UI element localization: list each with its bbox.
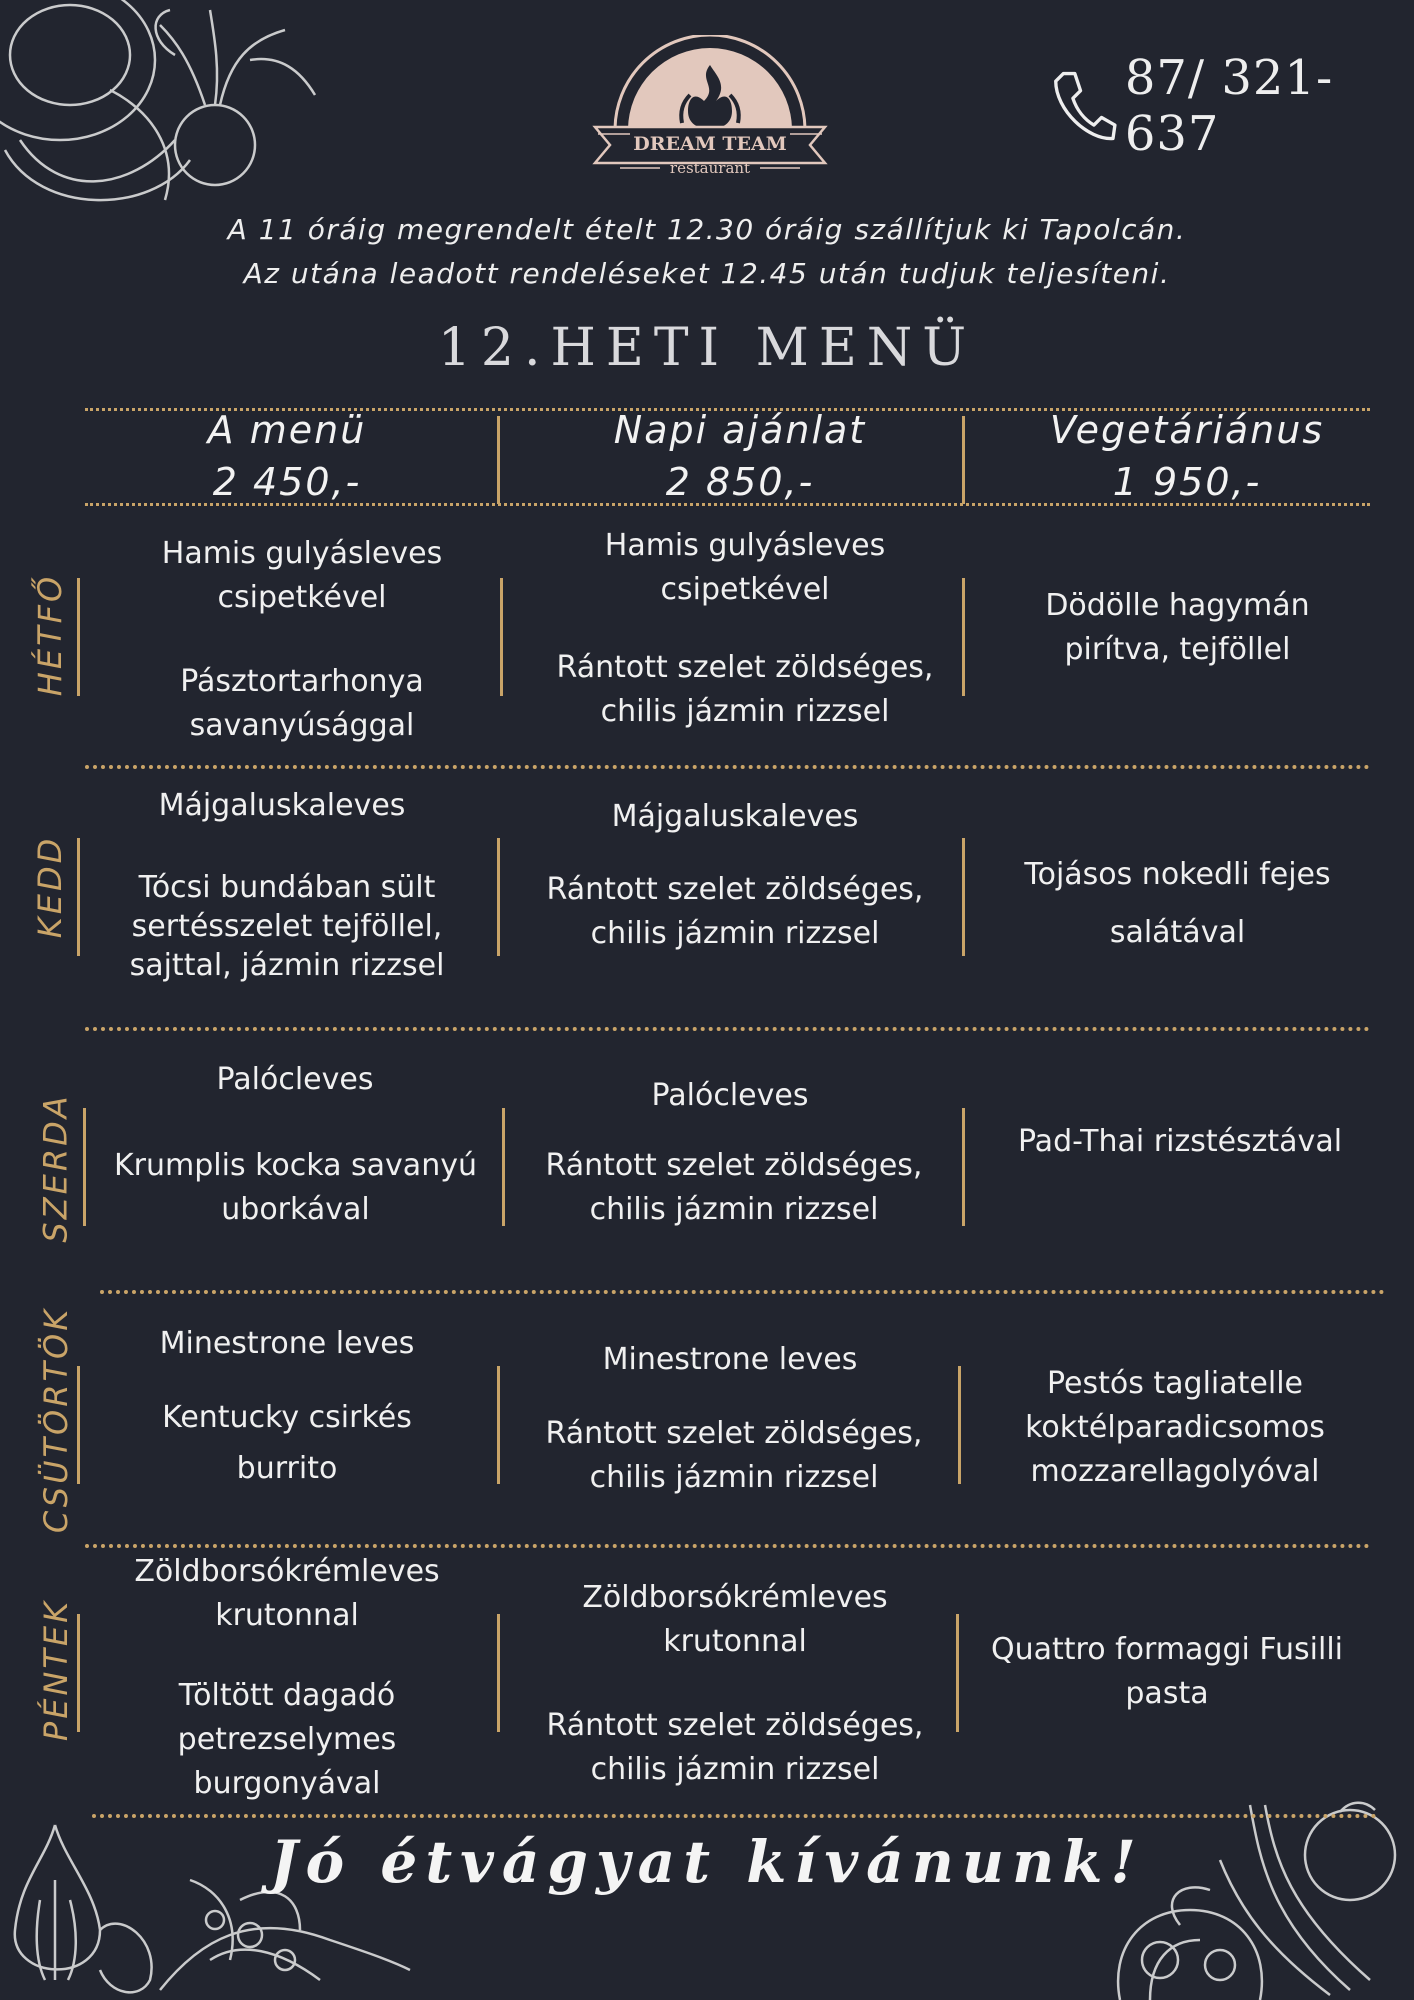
footer-greeting: Jó étvágyat kívánunk! [270, 1828, 1144, 1896]
logo-subtitle: restaurant [669, 159, 751, 177]
dish-b-soup: Hamis gulyásleves csipetkével [604, 528, 886, 607]
delivery-notice-line-1: A 11 óráig megrendelt ételt 12.30 óráig szállítjuk ki Tapolcán. [227, 213, 1187, 246]
column-vegetarianus [972, 404, 1402, 508]
column-name: Vegetáriánus [1049, 408, 1325, 452]
dish-a-soup: Zöldborsókrémleves krutonnal [134, 1554, 440, 1633]
dish-b-main: Rántott szelet zöldséges, chilis jázmin rizzsel [545, 1148, 923, 1227]
column-separator [497, 1366, 500, 1484]
day-marker [77, 1614, 80, 1732]
dish-a-soup: Hamis gulyásleves csipetkével [161, 536, 443, 615]
menu-title: 12.HETI MENÜ [437, 318, 977, 378]
column-name: A menü [207, 408, 367, 452]
dish-vegetarian: Dödölle hagymán pirítva, tejföllel [1045, 588, 1310, 667]
column-a-menu [72, 404, 502, 508]
divider-row [85, 1027, 1370, 1031]
dish-a-soup: Palócleves [216, 1062, 374, 1097]
divider-row [85, 765, 1370, 769]
dish-a-main: Kentucky csirkés burrito [162, 1400, 412, 1486]
column-name: Napi ajánlat [613, 408, 867, 452]
dish-a-main: Pásztortarhonya savanyúsággal [180, 664, 424, 743]
restaurant-logo [590, 35, 830, 180]
phone-number: 87/ 321-637 [1124, 50, 1334, 162]
dish-b-main: Rántott szelet zöldséges, chilis jázmin rizzsel [556, 650, 934, 729]
dish-b-soup: Palócleves [651, 1078, 809, 1113]
dish-b-soup: Zöldborsókrémleves krutonnal [582, 1580, 888, 1659]
dish-b-soup: Májgaluskaleves [611, 799, 859, 834]
column-price: 2 450,- [212, 460, 362, 504]
delivery-notice [0, 208, 1414, 296]
day-label: KEDD [31, 835, 70, 939]
dish-a-main: Krumplis kocka savanyú uborkával [114, 1148, 477, 1227]
day-marker [77, 578, 80, 696]
day-kedd [20, 812, 80, 962]
column-separator [962, 416, 965, 504]
dish-b-main: Rántott szelet zöldséges, chilis jázmin rizzsel [546, 1708, 924, 1787]
column-separator [497, 1614, 500, 1732]
day-szerda [26, 1085, 86, 1250]
column-price: 2 850,- [665, 460, 815, 504]
dish-a-main: Töltött dagadó petrezselymes burgonyával [177, 1678, 397, 1801]
day-label: PÉNTEK [37, 1598, 76, 1742]
vegetable-sketch-top-left-icon [0, 0, 330, 220]
dish-b-soup: Minestrone leves [602, 1342, 858, 1377]
phone-contact[interactable] [1050, 50, 1414, 162]
divider-row [85, 1544, 1370, 1548]
dish-a-main: Tócsi bundában sült sertésszelet tejföllel, sajttal, jázmin rizzsel [129, 870, 445, 983]
day-label: HÉTFŐ [31, 573, 70, 697]
day-label: SZERDA [37, 1092, 75, 1243]
dish-b-main: Rántott szelet zöldséges, chilis jázmin rizzsel [545, 1416, 923, 1495]
phone-icon [1050, 66, 1117, 146]
dish-vegetarian: Quattro formaggi Fusilli pasta [991, 1632, 1343, 1711]
divider-row [100, 1290, 1385, 1294]
column-price: 1 950,- [1112, 460, 1262, 504]
divider-footer [92, 1814, 1377, 1818]
day-marker [77, 1366, 80, 1484]
column-napi-ajanlat [525, 404, 955, 508]
day-marker [83, 1108, 86, 1226]
dish-vegetarian: Pestós tagliatelle koktélparadicsomos mozzarellagolyóval [1025, 1366, 1325, 1489]
day-label: CSÜTÖRTÖK [37, 1306, 76, 1534]
dish-vegetarian: Pad-Thai rizstésztával [1017, 1124, 1343, 1159]
dish-a-soup: Minestrone leves [159, 1326, 415, 1361]
dish-b-main: Rántott szelet zöldséges, chilis jázmin rizzsel [546, 872, 924, 951]
delivery-notice-line-2: Az utána leadott rendeléseket 12.45 után tudjuk teljesíteni. [243, 257, 1171, 290]
day-hetfo [20, 560, 80, 710]
dish-vegetarian: Tojásos nokedli fejes salátával [1024, 857, 1331, 950]
logo-brand-name: DREAM TEAM [633, 133, 787, 155]
dish-a-soup: Májgaluskaleves [158, 788, 406, 823]
